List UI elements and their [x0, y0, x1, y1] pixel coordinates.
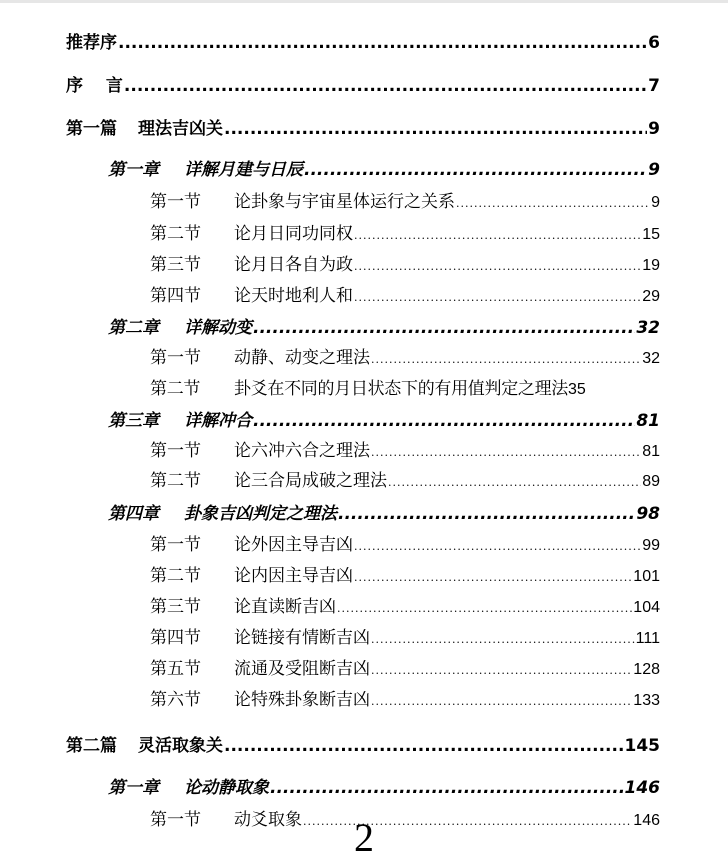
leader-dots	[371, 441, 641, 461]
toc-entry-section[interactable]	[150, 654, 660, 679]
toc-page-number: 146	[633, 812, 660, 829]
toc-page-number: 99	[642, 537, 660, 554]
toc-entry-number: 第三章	[108, 411, 159, 431]
toc-entry-number: 第一章	[108, 778, 159, 798]
toc-entry-number: 第一节	[150, 192, 201, 212]
toc-entry-title: 流通及受阻断吉凶	[234, 659, 370, 679]
leader-dots	[338, 504, 635, 524]
toc-page-number: 98	[636, 504, 660, 524]
toc-entry-section[interactable]	[150, 374, 676, 399]
top-border	[0, 0, 728, 3]
toc-page-number: 89	[642, 473, 660, 490]
toc-entry-chapter[interactable]	[108, 773, 660, 798]
leader-dots	[354, 566, 632, 586]
toc-entry-title: 论六冲六合之理法	[234, 441, 370, 461]
toc-entry-number: 第一节	[150, 535, 201, 555]
toc-entry-title: 论直读断吉凶	[234, 597, 336, 617]
leader-dots	[224, 119, 647, 139]
toc-entry-section[interactable]	[150, 592, 660, 617]
toc-entry-number: 第二篇	[66, 736, 117, 756]
toc-page-number: 19	[642, 257, 660, 274]
toc-entry-number: 第四节	[150, 628, 201, 648]
toc-entry-title: 卦象吉凶判定之理法	[184, 504, 337, 524]
leader-dots	[354, 286, 641, 306]
toc-page-number: 32	[642, 350, 660, 367]
toc-entry-title: 论卦象与宇宙星体运行之关系	[234, 192, 455, 212]
toc-entry-preface-recommendation[interactable]	[66, 28, 660, 53]
toc-page-number: 15	[642, 226, 660, 243]
toc-entry-title: 详解动变	[184, 318, 252, 338]
toc-entry-title: 卦爻在不同的月日状态下的有用值判定之理法	[234, 379, 568, 399]
toc-page-number: 128	[633, 661, 660, 678]
toc-entry-chapter[interactable]	[108, 406, 660, 431]
leader-dots	[371, 659, 632, 679]
toc-page-number: 9	[648, 160, 660, 180]
toc-entry-title: 论月日各自为政	[234, 255, 353, 275]
leader-dots	[354, 255, 641, 275]
toc-page-number: 29	[642, 288, 660, 305]
toc-entry-chapter[interactable]	[108, 155, 660, 180]
leader-dots	[253, 318, 635, 338]
toc-entry-number: 第二节	[150, 471, 201, 491]
toc-entry-label: 推荐序	[66, 33, 117, 53]
leader-dots	[224, 736, 624, 756]
toc-entry-title: 论天时地利人和	[234, 286, 353, 306]
toc-page-number: 146	[624, 778, 660, 798]
leader-dots	[270, 778, 624, 798]
toc-entry-title: 灵活取象关	[138, 736, 223, 756]
toc-page-number: 145	[624, 736, 660, 756]
toc-entry-section[interactable]	[150, 187, 660, 212]
toc-entry-title: 论月日同功同权	[234, 224, 353, 244]
toc-entry-section[interactable]	[150, 530, 660, 555]
toc-entry-number: 第四节	[150, 286, 201, 306]
toc-page-number: 133	[633, 692, 660, 709]
toc-entry-number: 第一节	[150, 348, 201, 368]
toc-entry-number: 第一节	[150, 441, 201, 461]
toc-entry-number: 第二节	[150, 566, 201, 586]
toc-entry-title: 理法吉凶关	[138, 119, 223, 139]
leader-dots	[337, 597, 632, 617]
toc-entry-number: 第五节	[150, 659, 201, 679]
toc-entry-section[interactable]	[150, 561, 660, 586]
toc-entry-section[interactable]	[150, 343, 660, 368]
toc-entry-section[interactable]	[150, 623, 660, 648]
toc-entry-part-2[interactable]	[66, 731, 660, 756]
toc-entry-part-1[interactable]	[66, 114, 660, 139]
leader-dots	[354, 535, 641, 555]
toc-entry-section[interactable]	[150, 219, 660, 244]
toc-entry-chapter[interactable]	[108, 499, 660, 524]
toc-entry-section[interactable]	[150, 250, 660, 275]
toc-entry-number: 第二节	[150, 224, 201, 244]
toc-entry-title: 论内因主导吉凶	[234, 566, 353, 586]
leader-dots	[354, 224, 641, 244]
toc-entry-number: 第一章	[108, 160, 159, 180]
toc-entry-title: 论动静取象	[184, 778, 269, 798]
toc-entry-title: 详解月建与日辰	[184, 160, 303, 180]
toc-entry-chapter[interactable]	[108, 313, 660, 338]
toc-entry-section[interactable]	[150, 281, 660, 306]
toc-page-number: 6	[648, 33, 660, 53]
leader-dots	[456, 192, 650, 212]
toc-entry-section[interactable]	[150, 466, 660, 491]
leader-dots	[124, 76, 647, 96]
toc-page-number: 101	[633, 568, 660, 585]
toc-entry-number: 第一篇	[66, 119, 117, 139]
toc-page-number: 104	[633, 599, 660, 616]
toc-entry-number: 第六节	[150, 690, 201, 710]
toc-entry-title: 详解冲合	[184, 411, 252, 431]
toc-page-number: 32	[636, 318, 660, 338]
toc-entry-title: 动静、动变之理法	[234, 348, 370, 368]
toc-entry-number: 第二节	[150, 379, 201, 399]
toc-entry-title: 论链接有情断吉凶	[234, 628, 370, 648]
toc-page-number: 35	[568, 381, 586, 398]
toc-page-number: 9	[651, 194, 660, 211]
toc-entry-label: 序 言	[66, 76, 123, 96]
page-number: 2	[354, 815, 374, 860]
toc-entry-number: 第三节	[150, 597, 201, 617]
toc-entry-section[interactable]	[150, 685, 660, 710]
leader-dots	[118, 33, 647, 53]
leader-dots	[371, 348, 641, 368]
toc-entry-preface[interactable]	[66, 71, 660, 96]
toc-entry-number: 第二章	[108, 318, 159, 338]
toc-entry-section[interactable]	[150, 436, 660, 461]
toc-entry-number: 第四章	[108, 504, 159, 524]
toc-page-number: 111	[635, 630, 660, 647]
leader-dots	[253, 411, 635, 431]
toc-page-number: 7	[648, 76, 660, 96]
toc-entry-number: 第一节	[150, 810, 201, 830]
toc-page-number: 81	[642, 443, 660, 460]
leader-dots	[371, 690, 632, 710]
toc-entry-title: 论特殊卦象断吉凶	[234, 690, 370, 710]
toc-entry-number: 第三节	[150, 255, 201, 275]
leader-dots	[371, 628, 635, 648]
toc-entry-title: 动爻取象	[234, 810, 302, 830]
toc-entry-title: 论三合局成破之理法	[234, 471, 387, 491]
leader-dots	[304, 160, 647, 180]
toc-page-number: 9	[648, 119, 660, 139]
leader-dots	[388, 471, 641, 491]
toc-page-number: 81	[636, 411, 660, 431]
toc-entry-title: 论外因主导吉凶	[234, 535, 353, 555]
